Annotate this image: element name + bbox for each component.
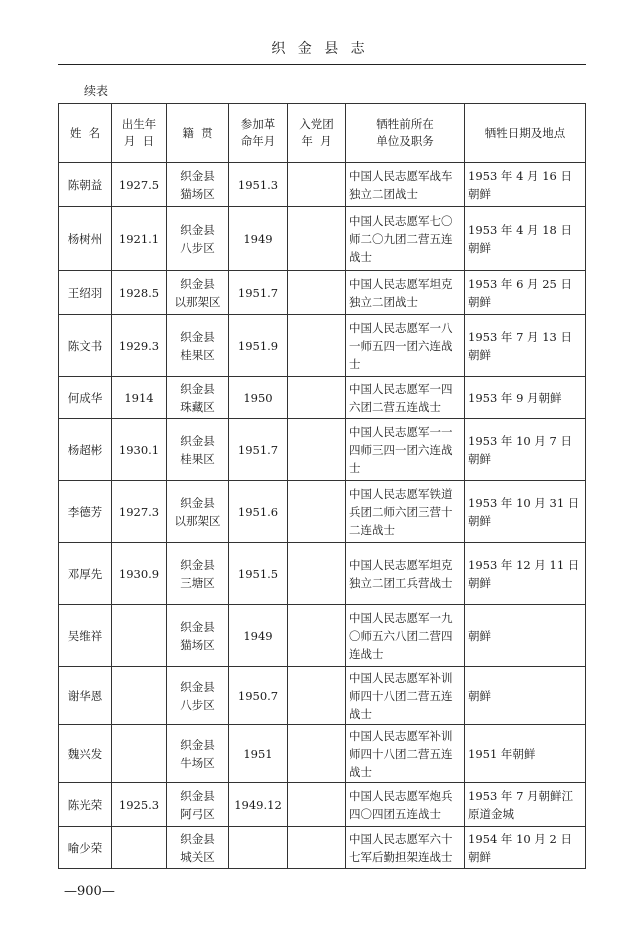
col-header-join: 参加革 命年月 (229, 104, 288, 163)
cell-party (288, 543, 346, 605)
cell-death: 1953 年 4 月 16 日朝鲜 (465, 163, 586, 207)
cell-join: 1950 (229, 377, 288, 419)
cell-death: 1954 年 10 月 2 日朝鲜 (465, 827, 586, 869)
cell-unit: 中国人民志愿军七〇师二〇九团二营五连战士 (346, 207, 465, 271)
cell-unit: 中国人民志愿军一八一师五四一团六连战士 (346, 315, 465, 377)
cell-party (288, 481, 346, 543)
cell-origin: 织金县 八步区 (167, 207, 229, 271)
cell-name: 杨超彬 (59, 419, 112, 481)
cell-death: 1953 年 12 月 11 日朝鲜 (465, 543, 586, 605)
cell-origin: 织金县 以那架区 (167, 481, 229, 543)
cell-join: 1949 (229, 207, 288, 271)
cell-name: 喻少荣 (59, 827, 112, 869)
cell-name: 何成华 (59, 377, 112, 419)
cell-party (288, 827, 346, 869)
cell-name: 王绍羽 (59, 271, 112, 315)
cell-join: 1949.12 (229, 783, 288, 827)
cell-party (288, 667, 346, 725)
cell-name: 邓厚先 (59, 543, 112, 605)
cell-birth: 1914 (112, 377, 167, 419)
table-row (59, 315, 586, 377)
cell-unit: 中国人民志愿军铁道兵团二师六团三营十二连战士 (346, 481, 465, 543)
cell-birth: 1927.3 (112, 481, 167, 543)
cell-origin: 织金县 猫场区 (167, 163, 229, 207)
cell-birth (112, 667, 167, 725)
cell-origin: 织金县 牛场区 (167, 725, 229, 783)
cell-join: 1949 (229, 605, 288, 667)
cell-origin: 织金县 城关区 (167, 827, 229, 869)
cell-origin: 织金县 八步区 (167, 667, 229, 725)
cell-party (288, 377, 346, 419)
cell-death: 1953 年 7 月朝鲜江原道金城 (465, 783, 586, 827)
cell-unit: 中国人民志愿军一四六团二营五连战士 (346, 377, 465, 419)
cell-party (288, 163, 346, 207)
cell-birth: 1925.3 (112, 783, 167, 827)
page-number: —900— (64, 884, 115, 899)
col-header-party: 入党团 年 月 (288, 104, 346, 163)
cell-death: 朝鲜 (465, 667, 586, 725)
cell-birth: 1928.5 (112, 271, 167, 315)
cell-death: 1953 年 10 月 31 日朝鲜 (465, 481, 586, 543)
header-rule (58, 64, 586, 65)
cell-join: 1951.7 (229, 419, 288, 481)
table-row (59, 481, 586, 543)
cell-unit: 中国人民志愿军一九〇师五六八团二营四连战士 (346, 605, 465, 667)
cell-name: 陈文书 (59, 315, 112, 377)
cell-birth: 1921.1 (112, 207, 167, 271)
cell-birth (112, 605, 167, 667)
cell-party (288, 725, 346, 783)
table-row (59, 725, 586, 783)
continued-label: 续表 (84, 84, 109, 98)
cell-unit: 中国人民志愿军坦克独立二团战士 (346, 271, 465, 315)
cell-join: 1951.3 (229, 163, 288, 207)
cell-origin: 织金县 猫场区 (167, 605, 229, 667)
cell-party (288, 605, 346, 667)
col-header-death: 牺牲日期及地点 (465, 104, 586, 163)
table-row (59, 377, 586, 419)
cell-origin: 织金县 桂果区 (167, 315, 229, 377)
cell-origin: 织金县 以那架区 (167, 271, 229, 315)
cell-unit: 中国人民志愿军六十七军后勤担架连战士 (346, 827, 465, 869)
cell-unit: 中国人民志愿军补训师四十八团二营五连战士 (346, 725, 465, 783)
cell-party (288, 207, 346, 271)
cell-unit: 中国人民志愿军战车独立二团战士 (346, 163, 465, 207)
cell-name: 杨树州 (59, 207, 112, 271)
cell-party (288, 271, 346, 315)
cell-death: 1953 年 9 月朝鲜 (465, 377, 586, 419)
table-row (59, 207, 586, 271)
table-row (59, 827, 586, 869)
cell-birth: 1930.9 (112, 543, 167, 605)
cell-join: 1950.7 (229, 667, 288, 725)
cell-origin: 织金县 阿弓区 (167, 783, 229, 827)
table-row (59, 605, 586, 667)
cell-death: 1953 年 4 月 18 日朝鲜 (465, 207, 586, 271)
table-row (59, 419, 586, 481)
table-row (59, 783, 586, 827)
cell-unit: 中国人民志愿军补训师四十八团二营五连战士 (346, 667, 465, 725)
cell-origin: 织金县 桂果区 (167, 419, 229, 481)
cell-name: 陈光荣 (59, 783, 112, 827)
cell-unit: 中国人民志愿军坦克独立二团工兵营战士 (346, 543, 465, 605)
cell-party (288, 315, 346, 377)
cell-join: 1951.6 (229, 481, 288, 543)
cell-death: 朝鲜 (465, 605, 586, 667)
cell-origin: 织金县 三塘区 (167, 543, 229, 605)
cell-join: 1951 (229, 725, 288, 783)
cell-origin: 织金县 珠藏区 (167, 377, 229, 419)
col-header-origin: 籍 贯 (167, 104, 229, 163)
cell-name: 陈朝益 (59, 163, 112, 207)
cell-death: 1953 年 7 月 13 日朝鲜 (465, 315, 586, 377)
cell-name: 魏兴发 (59, 725, 112, 783)
cell-party (288, 419, 346, 481)
table-row (59, 271, 586, 315)
col-header-birth: 出生年 月 日 (112, 104, 167, 163)
cell-unit: 中国人民志愿军一一四师三四一团六连战士 (346, 419, 465, 481)
cell-unit: 中国人民志愿军炮兵四〇四团五连战士 (346, 783, 465, 827)
col-header-name: 姓 名 (59, 104, 112, 163)
cell-join: 1951.9 (229, 315, 288, 377)
cell-death: 1953 年 10 月 7 日朝鲜 (465, 419, 586, 481)
martyrs-table (58, 103, 586, 869)
cell-name: 李德芳 (59, 481, 112, 543)
page-header-title: 织 金 县 志 (271, 41, 369, 57)
cell-party (288, 783, 346, 827)
cell-birth (112, 827, 167, 869)
cell-name: 吴维祥 (59, 605, 112, 667)
table-row (59, 543, 586, 605)
cell-birth (112, 725, 167, 783)
cell-join (229, 827, 288, 869)
cell-death: 1951 年朝鲜 (465, 725, 586, 783)
cell-birth: 1930.1 (112, 419, 167, 481)
cell-join: 1951.5 (229, 543, 288, 605)
cell-death: 1953 年 6 月 25 日朝鲜 (465, 271, 586, 315)
table-row (59, 667, 586, 725)
table-row (59, 163, 586, 207)
col-header-unit: 牺牲前所在 单位及职务 (346, 104, 465, 163)
table-body (59, 163, 586, 869)
cell-birth: 1927.5 (112, 163, 167, 207)
cell-join: 1951.7 (229, 271, 288, 315)
table-header-row (59, 104, 586, 163)
cell-name: 谢华恩 (59, 667, 112, 725)
cell-birth: 1929.3 (112, 315, 167, 377)
